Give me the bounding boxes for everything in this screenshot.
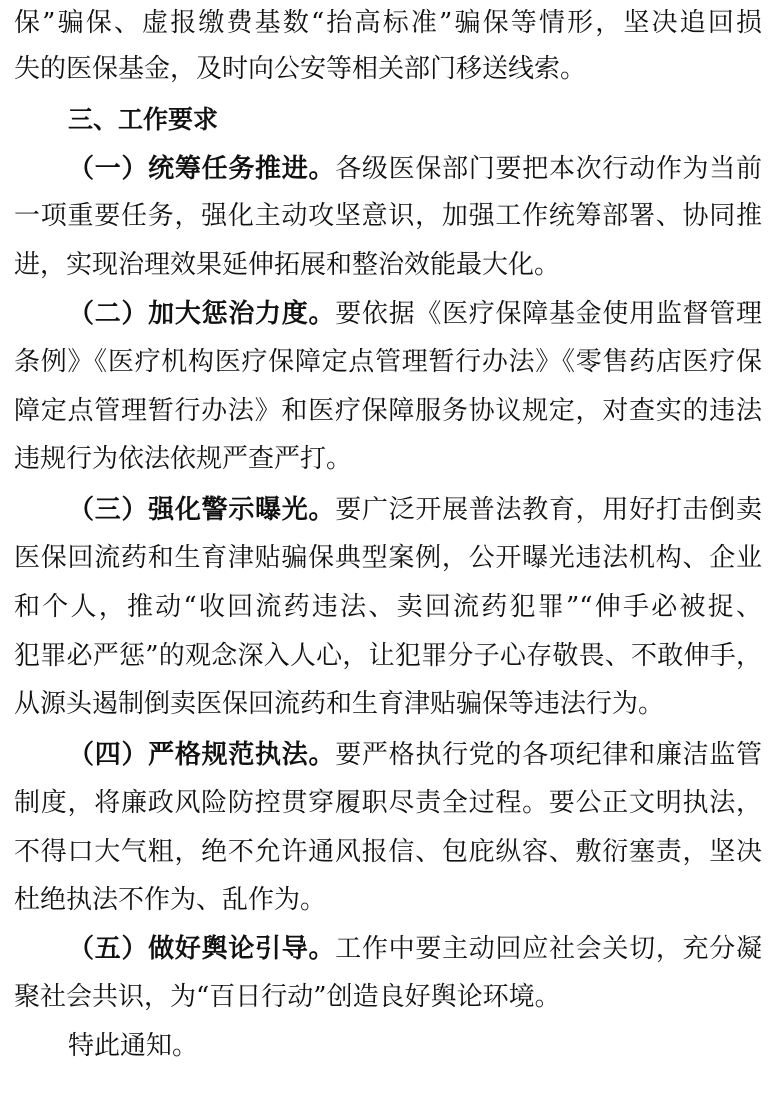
item-5-line: 聚社会共识，为“百日行动”创造良好舆论环境。 [14,982,561,1012]
item-3-first-line-text: 要广泛开展普法教育，用好打击倒卖 [335,495,762,525]
item-1-first-line-text: 各级医保部门要把本次行动作为当前 [335,154,762,184]
item-4-line: 不得口大气粗，绝不允许通风报信、包庇纵容、敷衍塞责，坚决 [14,837,762,867]
item-1-first-line [68,146,762,192]
intro-line-2: 失的医保基金，及时向公安等相关部门移送线索。 [14,54,587,84]
item-2-line: 条例》《医疗机构医疗保障定点管理暂行办法》《零售药店医疗保 [14,347,762,377]
item-1-line: 进，实现治理效果延伸拓展和整治效能最大化。 [14,250,561,280]
item-1-title: （一）统筹任务推进。 [68,154,336,184]
item-2-first-line-text: 要依据《医疗保障基金使用监督管理 [335,299,762,329]
item-3-line: 和个人，推动“收回流药违法、卖回流药犯罪”“伸手必被捉、 [14,592,762,622]
item-4-line: 杜绝执法不作为、乱作为。 [14,885,327,915]
item-2-line: 违规行为依法依规严查严打。 [14,444,353,474]
item-3-line: 犯罪必严惩”的观念深入人心，让犯罪分子心存敬畏、不敢伸手， [14,641,762,671]
intro-line-1: 保”骗保、虚报缴费基数“抬高标准”骗保等情形，坚决追回损 [14,8,762,38]
item-5-title: （五）做好舆论引导。 [68,934,336,964]
item-3-first-line [68,487,762,533]
item-4-title: （四）严格规范执法。 [68,740,336,770]
item-2-line: 障定点管理暂行办法》和医疗保障服务协议规定，对查实的违法 [14,396,762,426]
item-2-title: （二）加大惩治力度。 [68,299,336,329]
item-4-first-line-text: 要严格执行党的各项纪律和廉洁监管 [335,740,762,770]
item-3-line: 从源头遏制倒卖医保回流药和生育津贴骗保等违法行为。 [14,689,665,719]
item-2-first-line [68,291,762,337]
item-5-first-line [68,926,762,972]
item-3-line: 医保回流药和生育津贴骗保典型案例，公开曝光违法机构、企业 [14,543,762,573]
item-3-title: （三）强化警示曝光。 [68,495,336,525]
item-4-first-line [68,732,762,778]
closing-text: 特此通知。 [68,1031,199,1061]
item-1-line: 一项重要任务，强化主动攻坚意识，加强工作统筹部署、协同推 [14,201,762,231]
item-5-first-line-text: 工作中要主动回应社会关切，充分凝 [335,934,762,964]
item-4-line: 制度，将廉政风险防控贯穿履职尽责全过程。要公正文明执法， [14,788,762,818]
section-heading: 三、工作要求 [68,105,219,134]
